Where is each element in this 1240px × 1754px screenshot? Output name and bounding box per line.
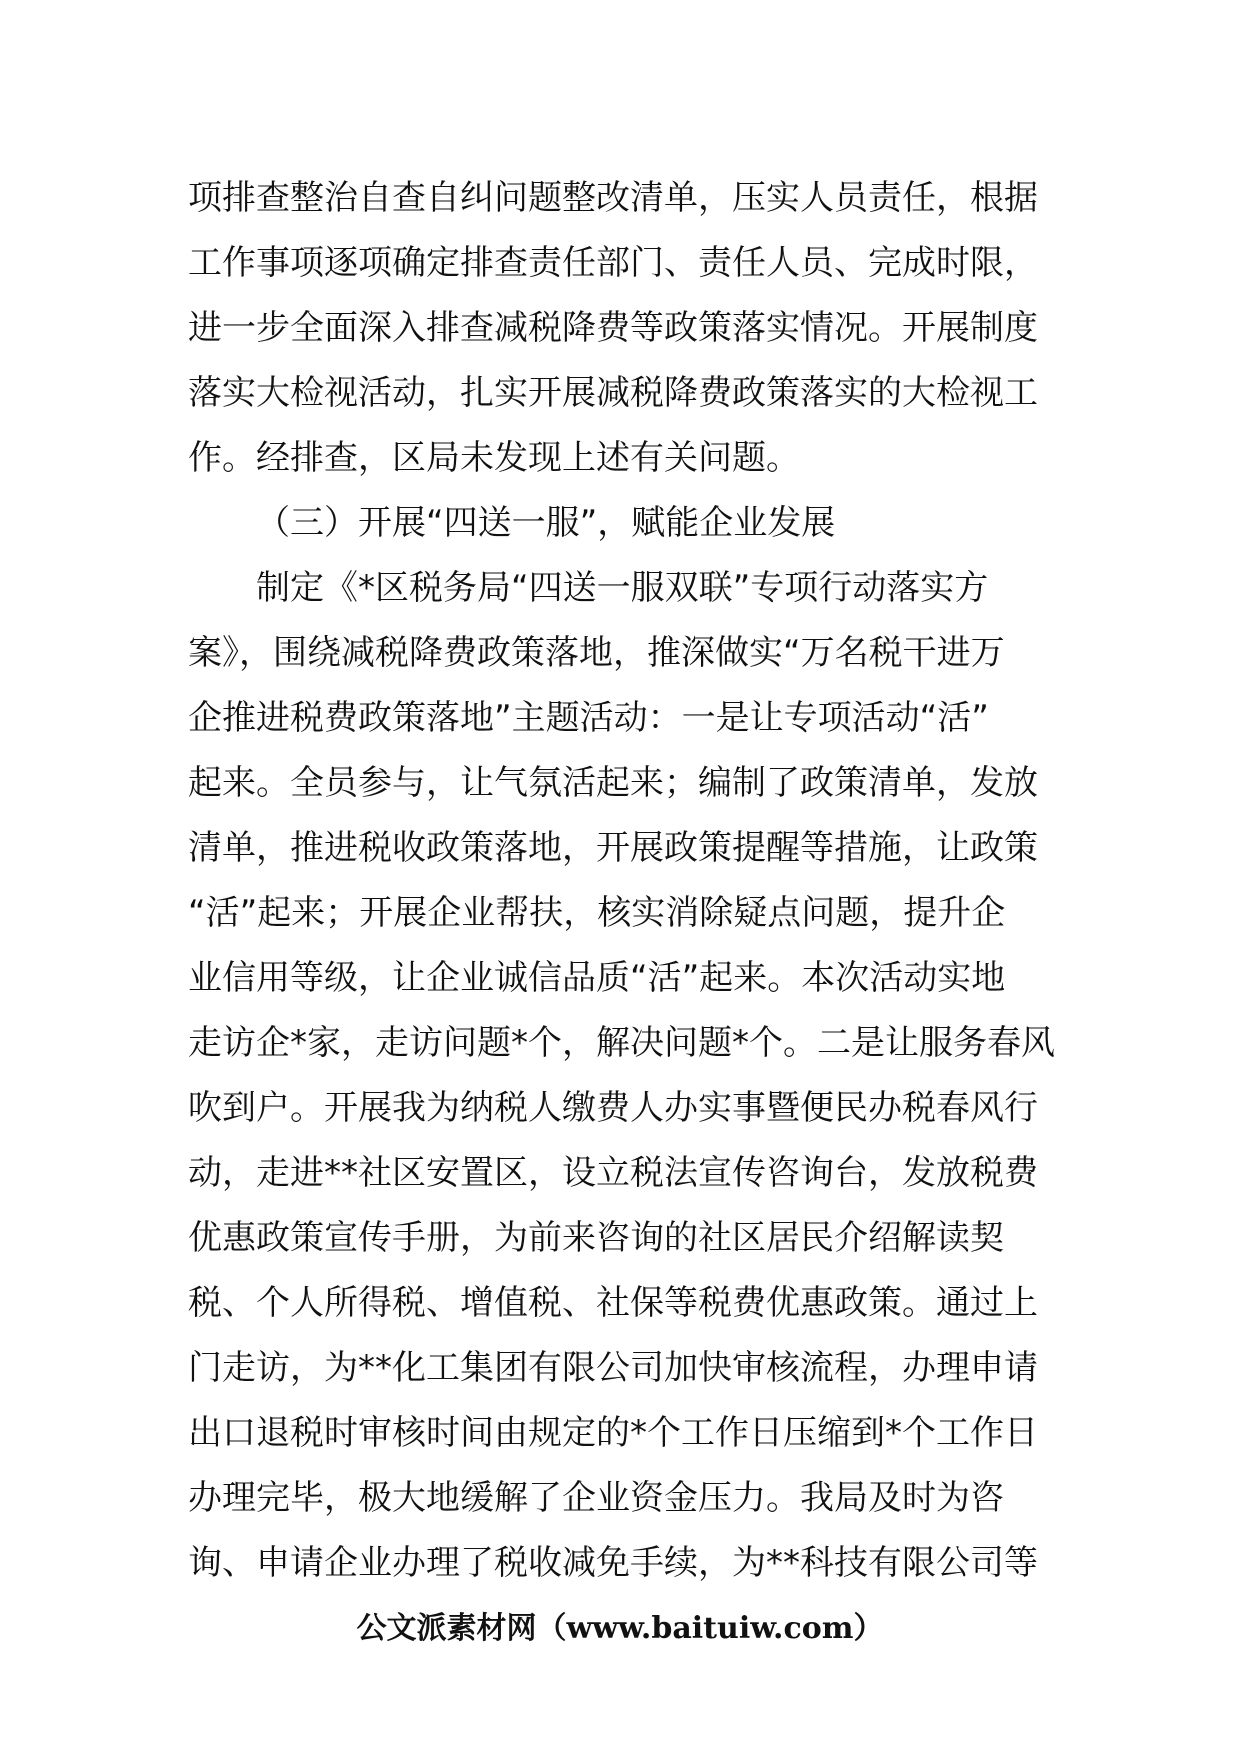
body-line: 案》，围绕减税降费政策落地，推深做实“万名税干进万 [188, 633, 1005, 673]
body-line: 清单，推进税收政策落地，开展政策提醒等措施，让政策 [188, 828, 1038, 868]
body-line: 办理完毕，极大地缓解了企业资金压力。我局及时为咨 [188, 1478, 1004, 1518]
body-line: 项排查整治自查自纠问题整改清单，压实人员责任，根据 [188, 178, 1038, 218]
body-line: 业信用等级，让企业诚信品质“活”起来。本次活动实地 [188, 958, 1006, 998]
body-line: 起来。全员参与，让气氛活起来；编制了政策清单，发放 [188, 763, 1038, 803]
body-line: 优惠政策宣传手册，为前来咨询的社区居民介绍解读契 [188, 1218, 1004, 1258]
body-line: “活”起来；开展企业帮扶，核实消除疑点问题，提升企 [188, 893, 1006, 933]
body-line: 出口退税时审核时间由规定的*个工作日压缩到*个工作日 [188, 1413, 1038, 1453]
body-line: 询、申请企业办理了税收减免手续，为**科技有限公司等 [188, 1543, 1038, 1583]
body-line: 走访企*家，走访问题*个，解决问题*个。二是让服务春风 [188, 1023, 1055, 1063]
document-body [188, 166, 1058, 1596]
body-line: 工作事项逐项确定排查责任部门、责任人员、完成时限， [188, 243, 1038, 283]
body-line: 进一步全面深入排查减税降费等政策落实情况。开展制度 [188, 308, 1038, 348]
body-line: 落实大检视活动，扎实开展减税降费政策落实的大检视工 [188, 373, 1038, 413]
body-line: 企推进税费政策落地”主题活动：一是让专项活动“活” [188, 698, 989, 738]
paragraph-first-line: 制定《*区税务局“四送一服双联”专项行动落实方 [256, 568, 989, 608]
section-heading: （三）开展“四送一服”，赋能企业发展 [256, 503, 836, 543]
body-line: 动，走进**社区安置区，设立税法宣传咨询台，发放税费 [188, 1153, 1038, 1193]
body-line: 门走访，为**化工集团有限公司加快审核流程，办理申请 [188, 1348, 1038, 1388]
body-line: 作。经排查，区局未发现上述有关问题。 [188, 438, 800, 478]
footer-watermark-text: 公文派素材网（www.baituiw.com） [356, 1611, 884, 1646]
body-line: 吹到户。开展我为纳税人缴费人办实事暨便民办税春风行 [188, 1088, 1038, 1128]
body-line: 税、个人所得税、增值税、社保等税费优惠政策。通过上 [188, 1283, 1038, 1323]
